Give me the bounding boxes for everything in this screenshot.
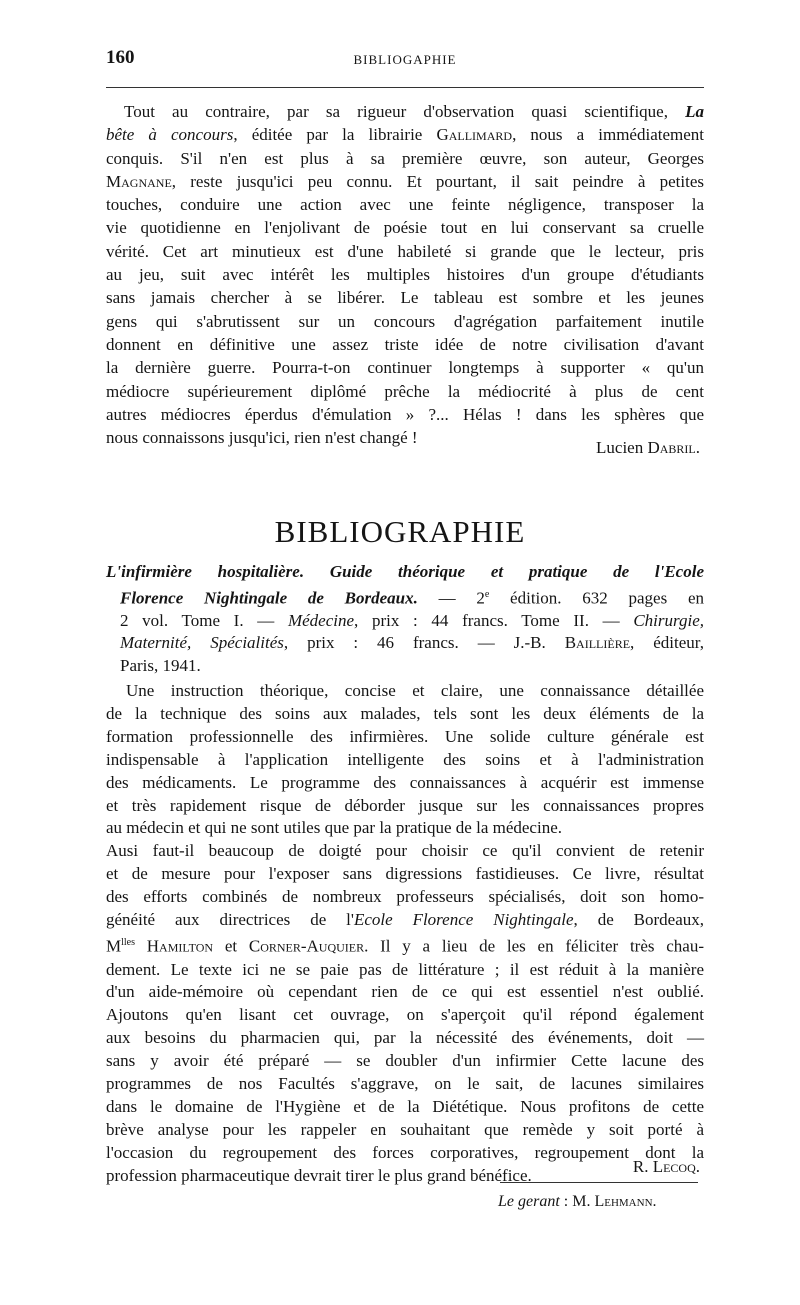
text-line: de la technique des soins aux malades, tels sont les deux éléments de la [106,703,704,723]
page-header [106,42,704,72]
text-line: vérité. Cet art minutieux est d'une habileté si grande que le lecteur, pris [106,241,704,261]
text-line: indispensable à l'application intelligente des soins et à l'administration [106,749,704,769]
text-line: la dernière guerre. Pourra-t-on continuer longtemps à supporter « qu'un [106,358,704,378]
footer-rule [500,1182,698,1183]
entry-line: 2 vol. Tome I. — Médecine, prix : 44 francs. Tome II. — Chirurgie, [120,610,704,630]
text-line: $M^{lles}$ Hamilton et Corner-Auquier. Il y a lieu de les en féliciter très chau- [106,936,704,956]
header-rule [106,87,704,88]
text-line: au médecin et qui ne sont utiles que par la pratique de la médecine. [106,818,562,838]
text-line: vie quotidienne en l'enjolivant de poésie tout en lui conservant sa cruelle [106,218,704,238]
text-line: gens qui s'abrutissent sur un concours d'agrégation parfaitement inutile [106,311,704,331]
entry-line: Paris, 1941. [120,655,201,675]
text-line: et de mesure pour l'exposer sans digressions fastidieuses. Ce livre, résultat [106,864,704,884]
bibliographic-entry [106,561,704,677]
school-name: Ecole Florence Nightingale [353,910,574,930]
text-line: sans jamais chercher à se libérer. Le tableau est sombre et les jeunes [106,288,704,308]
author-name: Magnane [106,171,172,191]
text-line: Une instruction théorique, concise et claire, une connaissance détaillée [126,681,704,700]
text-line: programmes de nos Facultés s'aggrave, on le sait, de lacunes similaires [106,1074,704,1094]
book-title: bête à concours [106,125,234,145]
page-number: 160 [106,47,135,68]
text-line: touches, conduire une action avec une feinte négligence, transposer la [106,195,704,215]
gerant-line: Le gerant : M. Lehmann. [498,1193,657,1210]
text-line: des médicaments. Le programme des connaissances à acquérir est immense [106,772,704,792]
running-head: BIBLIOGAPHIE [353,52,457,67]
review-paragraph-2 [106,680,704,1188]
text-line: formation professionnelle des infirmières. Une solide culture générale est [106,726,704,746]
entry-title: L'infirmière hospitalière. Guide théorique et pratique de l'Ecole [106,562,704,581]
text-line: dement. Le texte ici ne se paie pas de littérature ; il est réduit à la manière [106,959,704,979]
text-line: et très rapidement risque de déborder jusque sur les connaissances propres [106,795,704,815]
person-name: Corner-Auquier [248,936,365,956]
text-line: brève analyse pour les rappeler en souhaitant que remède y soit porté à [106,1119,704,1139]
text-line: généité aux directrices de l'Ecole Florence Nightingale, de Bordeaux, [106,910,704,930]
publisher-name: Baillière [564,633,631,653]
text-line: profession pharmaceutique devrait tirer le plus grand bénéfice. [106,1165,532,1185]
text-line: au jeu, suit avec intérêt les multiples histoires d'un groupe d'étudiants [106,265,704,285]
section-title: BIBLIOGRAPHIE [274,513,526,549]
text-line: conquis. S'il n'en est plus à sa première œuvre, son auteur, Georges [106,148,704,168]
text-line: autres médiocres éperdus d'émulation » ?... Hélas ! dans les sphères que [106,404,704,424]
entry-line [106,561,704,584]
text-line: donnent en définitive une assez triste idée de notre civilisation d'avant [106,334,704,354]
person-name: Hamilton [146,936,214,956]
signature-lecoq: R. Lecoq. [632,1157,700,1176]
text-line: Ausi faut-il beaucoup de doigté pour choisir ce qu'il convient de retenir [106,841,704,861]
text-line: aux besoins du pharmacien qui, par la nécessité des événements, doit — [106,1028,704,1048]
text-line: nous connaissons jusqu'ici, rien n'est changé ! [106,428,418,448]
text-line: d'un aide-mémoire où cependant rien de ce qui est essentiel n'est oublié. [106,982,704,1002]
entry-line: Florence Nightingale de Bordeaux. — 2e édition. 632 pages en [120,588,704,608]
signature-dabril: Lucien Dabril. [596,438,700,457]
text-line: des efforts combinés de nombreux professeurs spécialisés, doit son homo- [106,887,704,907]
publisher-name: Gallimard [436,125,513,145]
text-line: Tout au contraire, par sa rigueur d'observation quasi scientifique, La [124,102,704,121]
review-paragraph-1 [106,100,704,449]
entry-line: Maternité, Spécialités, prix : 46 francs. — J.-B. Baillière, éditeur, [120,633,704,653]
text-line: Magnane, reste jusqu'ici peu connu. Et pourtant, il sait peindre à petites [106,171,704,191]
text-line: médiocre supérieurement diplômé prêche la médiocrité à plus de cent [106,381,704,401]
text-line: bête à concours, éditée par la librairie Gallimard, nous a immédiatement [106,125,705,145]
text-line: l'occasion du regroupement des forces corporatives, regroupement dont la [106,1142,704,1162]
text-line: Ajoutons qu'en lisant cet ouvrage, on s'aperçoit qu'il répond également [106,1005,704,1025]
text-line: dans le domaine de l'Hygiène et de la Diététique. Nous profitons de cette [106,1096,704,1116]
text-line: sans y avoir été préparé — se doubler d'un infirmier Cette lacune des [106,1051,704,1071]
